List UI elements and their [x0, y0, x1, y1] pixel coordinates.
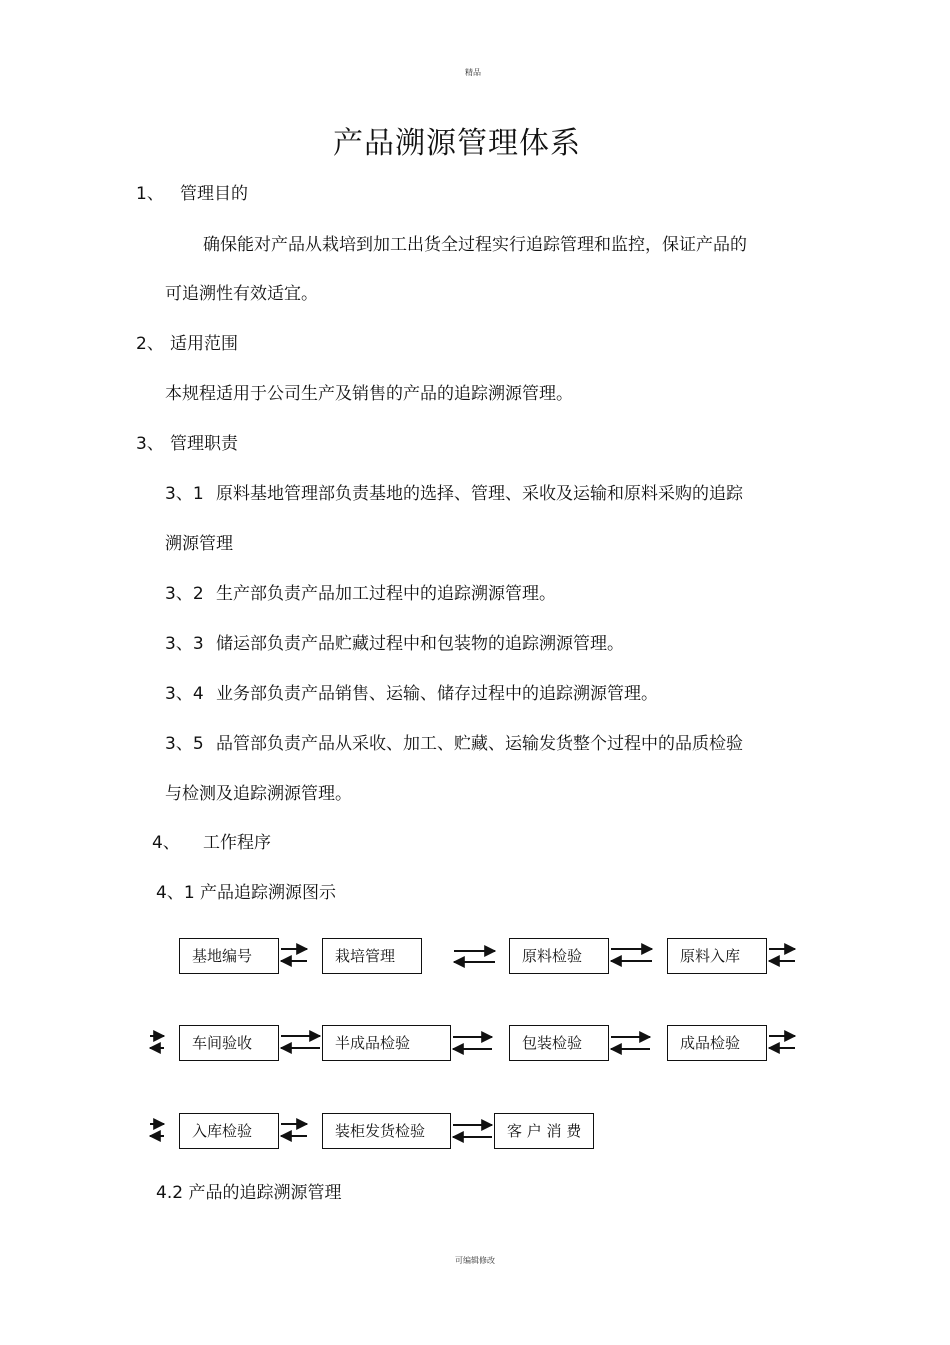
item-3-3-number: 3、3 — [165, 634, 204, 654]
flow-box-raw-storage: 原料入库 — [667, 938, 767, 974]
item-3-3-line1: 储运部负责产品贮藏过程中和包装物的追踪溯源管理。 — [216, 634, 624, 654]
section-4-number: 4、 — [152, 833, 180, 853]
item-3-4-line1: 业务部负责产品销售、运输、储存过程中的追踪溯源管理。 — [216, 684, 658, 704]
section-2-paragraph: 本规程适用于公司生产及销售的产品的追踪溯源管理。 — [165, 384, 573, 404]
flow-box-raw-inspection: 原料检验 — [509, 938, 609, 974]
section-1-heading: 管理目的 — [180, 184, 248, 204]
flow-box-cultivation: 栽培管理 — [322, 938, 422, 974]
section-1-number: 1、 — [136, 184, 164, 204]
page-title: 产品溯源管理体系 — [333, 126, 581, 161]
section-3-heading: 管理职责 — [170, 434, 238, 454]
subsection-4-1: 4、1 产品追踪溯源图示 — [156, 883, 337, 903]
item-3-4-number: 3、4 — [165, 684, 204, 704]
section-2-heading: 适用范围 — [170, 334, 238, 354]
section-1-paragraph-line2: 可追溯性有效适宜。 — [165, 284, 318, 304]
item-3-5-line1: 品管部负责产品从采收、加工、贮藏、运输发货整个过程中的品质检验 — [216, 734, 743, 754]
item-3-1-line1: 原料基地管理部负责基地的选择、管理、采收及运输和原料采购的追踪 — [216, 484, 743, 504]
flow-box-packaging-inspection: 包装检验 — [509, 1025, 609, 1061]
item-3-1-number: 3、1 — [165, 484, 204, 504]
section-3-number: 3、 — [136, 434, 164, 454]
item-3-1-line2: 溯源管理 — [165, 534, 233, 554]
item-3-5-line2: 与检测及追踪溯源管理。 — [165, 784, 352, 804]
flow-box-warehouse-inspection: 入库检验 — [179, 1113, 279, 1149]
header-mark: 精品 — [465, 68, 481, 77]
flow-box-customer-consumption: 客 户 消 费 — [494, 1113, 594, 1149]
flow-box-semi-finished-inspection: 半成品检验 — [322, 1025, 451, 1061]
flow-box-base-code: 基地编号 — [179, 938, 279, 974]
item-3-2-number: 3、2 — [165, 584, 204, 604]
footer-mark: 可编辑修改 — [455, 1256, 495, 1265]
flow-box-shipping-inspection: 装柜发货检验 — [322, 1113, 451, 1149]
item-3-2-line1: 生产部负责产品加工过程中的追踪溯源管理。 — [216, 584, 556, 604]
subsection-4-2: 4.2 产品的追踪溯源管理 — [156, 1183, 342, 1203]
section-4-heading: 工作程序 — [203, 833, 271, 853]
section-2-number: 2、 — [136, 334, 164, 354]
section-1-paragraph-line1: 确保能对产品从栽培到加工出货全过程实行追踪管理和监控，保证产品的 — [203, 235, 747, 255]
item-3-5-number: 3、5 — [165, 734, 204, 754]
flow-box-finished-inspection: 成品检验 — [667, 1025, 767, 1061]
flow-box-workshop-acceptance: 车间验收 — [179, 1025, 279, 1061]
